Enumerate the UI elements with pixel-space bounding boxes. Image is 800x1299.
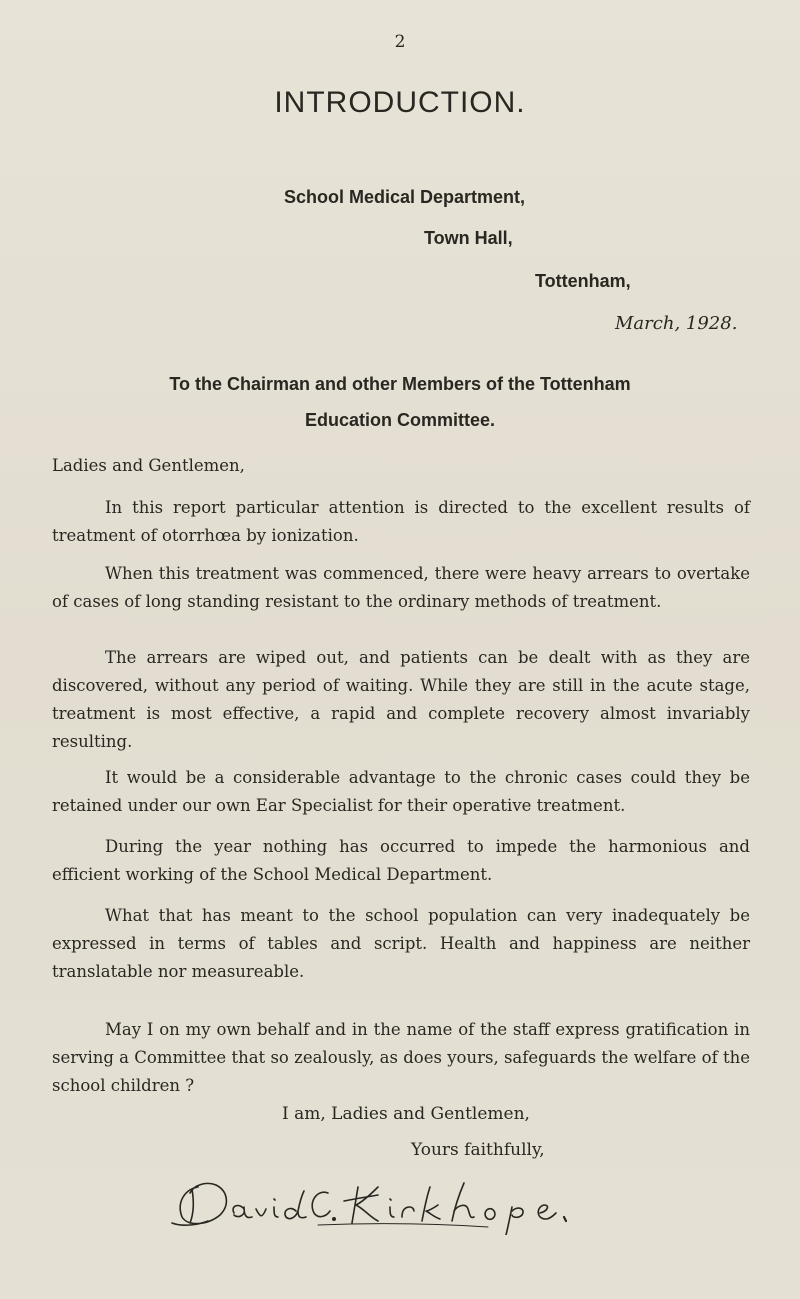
paragraph-7: May I on my own behalf and in the name of the staff express gratification in serving a Committee that so zealously, as does yours, safeguards the welfare of the school children ?	[52, 1020, 750, 1095]
address-line-1: School Medical Department,	[284, 187, 526, 207]
address-line-2: Town Hall,	[424, 228, 513, 248]
paragraph-2: When this treatment was commenced, there were heavy arrears to overtake of cases of long standing resistant to the ordinary methods of treatment.	[52, 564, 750, 611]
paragraph-4: It would be a considerable advantage to the chronic cases could they be retained under our own Ear Specialist for their operative treatment.	[52, 768, 750, 815]
handwritten-signature	[168, 1165, 758, 1235]
paragraph-6: What that has meant to the school population can very inadequately be expressed in terms of tables and script. Health and happiness are neither translatable nor measureable.	[52, 906, 750, 981]
page-number: 2	[394, 32, 406, 52]
paragraph-3: The arrears are wiped out, and patients can be dealt with as they are discovered, without any period of waiting. While they are still in the acute stage, treatment is most effective, a rapid and complete recovery almost invariably resulting.	[52, 648, 750, 751]
addressee-line-2: Education Committee.	[304, 410, 496, 430]
closing-line-2: Yours faithfully,	[411, 1140, 545, 1160]
greeting: Ladies and Gentlemen,	[52, 456, 245, 475]
page-title: INTRODUCTION.	[274, 86, 526, 119]
closing-line-1: I am, Ladies and Gentlemen,	[282, 1104, 530, 1124]
letter-date: March, 1928.	[615, 313, 738, 334]
address-line-3: Tottenham,	[535, 271, 631, 291]
paragraph-5: During the year nothing has occurred to impede the harmonious and efficient working of the School Medical Department.	[52, 837, 750, 884]
addressee-line-1: To the Chairman and other Members of the Tottenham	[169, 374, 631, 394]
paragraph-1: In this report particular attention is directed to the excellent results of treatment of otorrhœa by ionization.	[52, 498, 750, 545]
